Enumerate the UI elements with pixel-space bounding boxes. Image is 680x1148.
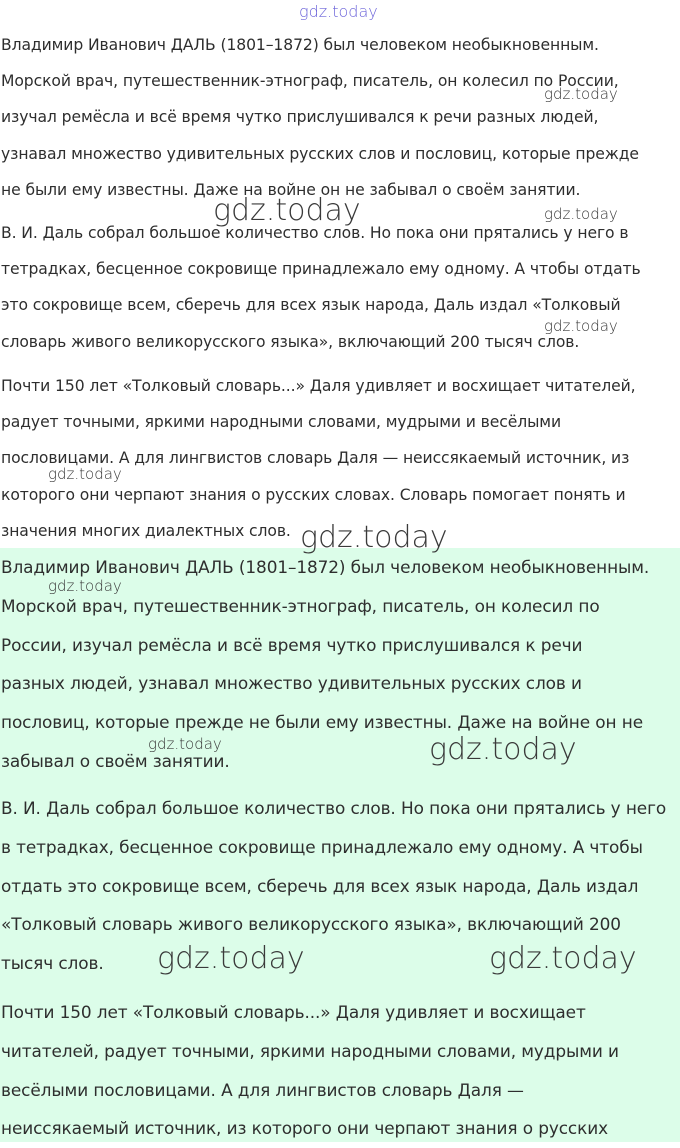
text-line: словарь живого великорусского языка», включающий 200 тысяч слов. bbox=[1, 332, 580, 351]
text-line: весёлыми пословицами. А для лингвистов словарь Даля — bbox=[1, 1079, 524, 1100]
text-line: радует точными, яркими народными словами, мудрыми и весёлыми bbox=[1, 413, 561, 432]
text-line: забывал о своём занятии. bbox=[1, 750, 230, 771]
text-line: пословицами. А для лингвистов словарь Даля — неиссякаемый источник, из bbox=[1, 449, 630, 468]
text-line: читателей, радует точными, яркими народными словами, мудрыми и bbox=[1, 1040, 619, 1061]
text-line: в тетрадках, бесценное сокровище принадлежало ему одному. А чтобы bbox=[1, 836, 643, 857]
watermark: gdz.today bbox=[300, 520, 448, 555]
watermark: gdz.today bbox=[48, 465, 122, 483]
text-line: В. И. Даль собрал большое количество слов. Но пока они прятались у него в bbox=[1, 224, 629, 242]
text-line: тетрадках, бесценное сокровище принадлежало ему одному. А чтобы отдать bbox=[1, 260, 641, 279]
text-line: Владимир Иванович ДАЛЬ (1801–1872) был человеком необыкновенным. bbox=[1, 36, 599, 54]
text-line: разных людей, узнавал множество удивительных русских слов и bbox=[1, 673, 582, 694]
watermark: gdz.today bbox=[544, 205, 618, 223]
text-line: В. И. Даль собрал большое количество слов. Но пока они прятались у него bbox=[1, 798, 667, 818]
watermark: gdz.today bbox=[489, 941, 637, 976]
text-line: Владимир Иванович ДАЛЬ (1801–1872) был человеком необыкновенным. bbox=[1, 557, 650, 577]
watermark: gdz.today bbox=[148, 735, 222, 753]
watermark: gdz.today bbox=[48, 577, 122, 595]
text-line: Почти 150 лет «Толковый словарь...» Даля удивляет и восхищает bbox=[1, 1002, 586, 1022]
watermark: gdz.today bbox=[213, 193, 361, 228]
paragraph-3 bbox=[1, 993, 677, 1148]
text-line: не были ему известны. Даже на войне он не забывал о своём занятии. bbox=[1, 180, 581, 199]
text-line: неиссякаемый источник, из которого они черпают знания о русских bbox=[1, 1118, 608, 1139]
paragraph-1 bbox=[1, 27, 677, 208]
text-line: отдать это сокровище всем, сберечь для всех язык народа, Даль издал bbox=[1, 875, 639, 896]
text-line: пословиц, которые прежде не были ему известны. Даже на войне он не bbox=[1, 712, 643, 733]
text-line: значения многих диалектных слов. bbox=[1, 521, 291, 540]
text-line: Морской врач, путешественник-этнограф, писатель, он колесил по России, bbox=[1, 72, 619, 91]
text-line: Почти 150 лет «Толковый словарь...» Даля удивляет и восхищает читателей, bbox=[1, 377, 636, 395]
watermark: gdz.today bbox=[429, 732, 577, 767]
text-line: изучал ремёсла и всё время чутко прислушивался к речи разных людей, bbox=[1, 108, 599, 127]
paragraph-2 bbox=[1, 215, 677, 360]
text-line: «Толковый словарь живого великорусского языка», включающий 200 bbox=[1, 914, 621, 935]
text-line: которого они черпают знания о русских словах. Словарь помогает понять и bbox=[1, 485, 626, 504]
watermark: gdz.today bbox=[544, 317, 618, 335]
text-line: Морской врач, путешественник-этнограф, писатель, он колесил по bbox=[1, 595, 600, 616]
text-line: узнавал множество удивительных русских слов и пословиц, которые прежде bbox=[1, 144, 639, 163]
text-line: тысяч слов. bbox=[1, 953, 104, 974]
text-line: это сокровище всем, сберечь для всех язык народа, Даль издал «Толковый bbox=[1, 296, 621, 315]
watermark: gdz.today bbox=[299, 2, 378, 21]
watermark: gdz.today bbox=[544, 85, 618, 103]
highlighted-text-section bbox=[0, 548, 680, 1142]
text-line: России, изучал ремёсла и всё время чутко прислушивался к речи bbox=[1, 634, 583, 655]
watermark: gdz.today bbox=[157, 941, 305, 976]
